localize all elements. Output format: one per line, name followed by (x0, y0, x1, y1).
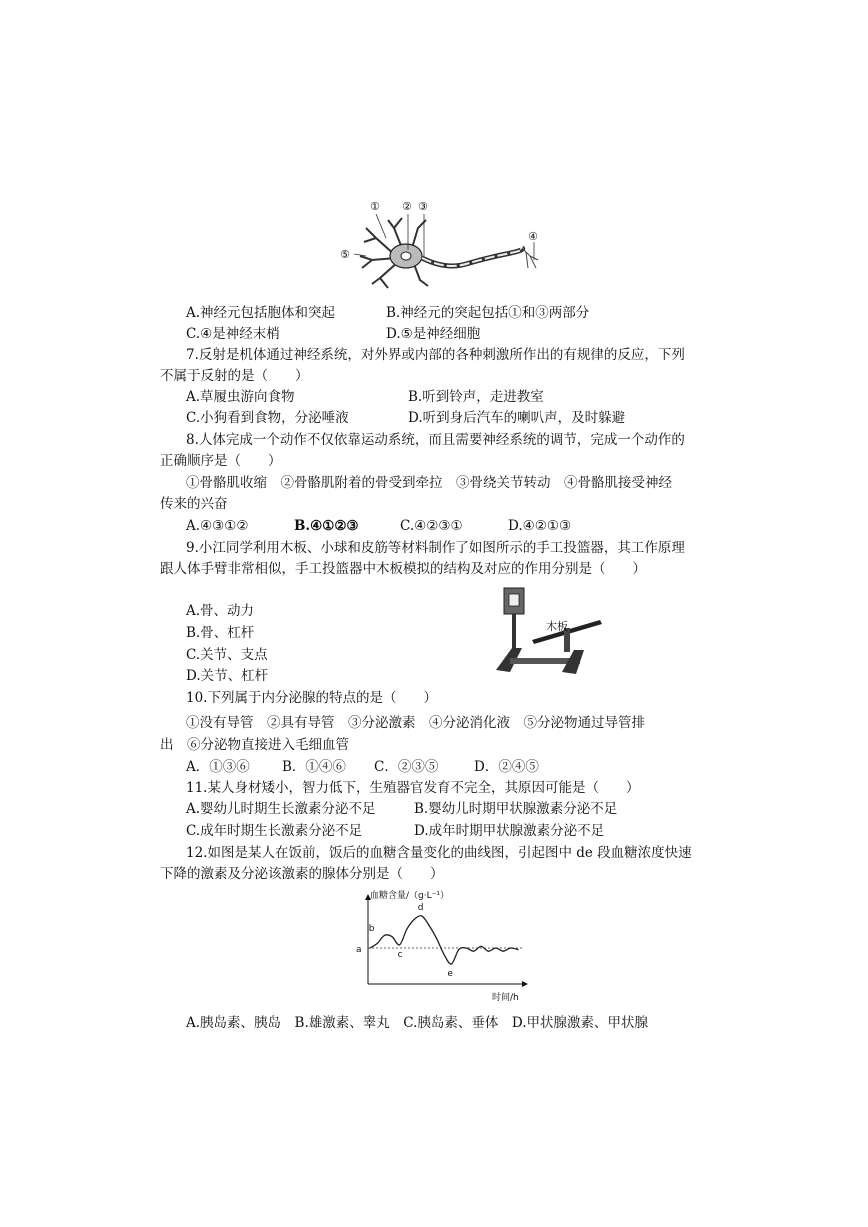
q9-option-a: A.骨、动力 (186, 603, 255, 619)
q8-option-a: A.④③①② (186, 518, 249, 534)
chart-series-line (370, 916, 518, 964)
q7-stem-line2: 不属于反射的是（ ） (160, 368, 309, 384)
q8-option-c: C.④②③① (400, 518, 463, 534)
q7-option-a: A.草履虫游向食物 (186, 389, 295, 405)
q12-stem-line1: 12.如图是某人在饭前，饭后的血糖含量变化的曲线图，引起图中 de 段血糖浓度快速 (186, 845, 692, 861)
q8-stem-line2: 正确顺序是（ ） (160, 453, 282, 469)
q11-option-c: C.成年时期生长激素分泌不足 (186, 823, 363, 839)
chart-point (510, 947, 511, 948)
chart-point-label-a: a (356, 945, 362, 955)
chart-point (414, 919, 415, 920)
chart-point (443, 954, 444, 955)
blood-sugar-chart (352, 888, 532, 1004)
chart-point (406, 928, 407, 929)
neuron-figure (336, 198, 548, 290)
neuron-label-2: ② (402, 200, 412, 213)
q6-option-b: B.神经元的突起包括①和③两部分 (386, 305, 590, 321)
q7-stem-line1: 7.反射是机体通过神经系统，对外界或内部的各种刺激所作出的有规律的反应，下列 (186, 347, 685, 363)
chart-x-label: 时间/h (492, 993, 519, 1003)
q8-option-d: D.④②①③ (508, 518, 572, 534)
neuron-label-4: ④ (528, 230, 538, 243)
chart-point (480, 946, 481, 947)
chart-point (488, 951, 489, 952)
q11-option-a: A.婴幼儿时期生长激素分泌不足 (186, 801, 376, 817)
neuron-label-5: ⑤ (340, 248, 350, 261)
q6-option-c: C.④是神经末梢 (186, 326, 280, 342)
q9-stem-line1: 9.小江同学利用木板、小球和皮筋等材料制作了如图所示的手工投篮器，其工作原理 (186, 540, 685, 556)
q10-option-a: A．①③⑥ (186, 759, 250, 775)
chart-point (377, 943, 378, 944)
q12-stem-line2: 下降的激素及分泌该激素的腺体分别是（ ） (160, 866, 444, 882)
q6-option-d: D.⑤是神经细胞 (386, 326, 481, 342)
q8-stem-line1: 8.人体完成一个动作不仅依靠运动系统，而且需要神经系统的调节，完成一个动作的 (186, 432, 685, 448)
launcher-figure (492, 584, 612, 680)
q7-option-b: B.听到铃声，走进教室 (408, 389, 544, 405)
q7-option-d: D.听到身后汽车的喇叭声，及时躲避 (408, 410, 626, 426)
q10-items-line2: 出 ⑥分泌物直接进入毛细血管 (160, 737, 349, 753)
chart-point (458, 949, 459, 950)
chart-point (451, 963, 452, 964)
q9-option-b: B.骨、杠杆 (186, 625, 255, 641)
q6-option-a: A.神经元包括胞体和突起 (186, 305, 336, 321)
q11-stem: 11.某人身材矮小，智力低下，生殖器官发育不完全，其原因可能是（ ） (186, 780, 640, 796)
q11-option-d: D.成年时期甲状腺激素分泌不足 (414, 823, 605, 839)
chart-point (384, 935, 385, 936)
launcher-board-label: 木板 (546, 620, 568, 633)
chart-point-label-c: c (397, 949, 403, 960)
chart-point (436, 938, 437, 939)
chart-point (399, 944, 400, 945)
chart-point (503, 951, 504, 952)
neuron-label-1: ① (370, 200, 380, 213)
chart-point (392, 936, 393, 937)
q10-stem: 10.下列属于内分泌腺的特点的是（ ） (186, 690, 437, 706)
chart-point (429, 925, 430, 926)
chart-point (473, 951, 474, 952)
q8-items-line2: 传来的兴奋 (160, 496, 228, 512)
q10-option-b: B．①④⑥ (282, 759, 346, 775)
chart-point-label-e: e (447, 969, 453, 979)
chart-point (421, 915, 422, 916)
q10-option-c: C．②③⑤ (374, 759, 439, 775)
q11-option-b: B.婴幼儿时期甲状腺激素分泌不足 (414, 801, 618, 817)
chart-x-arrow (522, 981, 528, 987)
chart-y-label: 血糖含量/（g·L⁻¹） (370, 891, 449, 901)
q9-option-d: D.关节、杠杆 (186, 668, 269, 684)
q9-option-c: C.关节、支点 (186, 647, 268, 663)
neuron-label-3: ③ (418, 200, 428, 213)
chart-point-label-b: b (368, 924, 375, 935)
chart-point (495, 947, 496, 948)
q9-stem-line2: 跟人体手臂非常相似，手工投篮器中木板模拟的结构及对应的作用分别是（ ） (160, 561, 646, 577)
chart-point (369, 947, 370, 948)
q10-items-line1: ①没有导管 ②具有导管 ③分泌激素 ④分泌消化液 ⑤分泌物通过导管排 (186, 715, 645, 731)
chart-point (517, 949, 518, 950)
q7-option-c: C.小狗看到食物，分泌唾液 (186, 410, 349, 426)
chart-point (466, 947, 467, 948)
q8-option-b: B.④①②③ (294, 518, 359, 534)
q10-option-d: D．②④⑤ (474, 759, 539, 775)
chart-point-label-d: d (417, 903, 424, 913)
q12-options: A.胰岛素、胰岛 B.雄激素、睾丸 C.胰岛素、垂体 D.甲状腺激素、甲状腺 (186, 1015, 649, 1031)
q8-items-line1: ①骨骼肌收缩 ②骨骼肌附着的骨受到牵拉 ③骨绕关节转动 ④骨骼肌接受神经 (186, 475, 672, 491)
